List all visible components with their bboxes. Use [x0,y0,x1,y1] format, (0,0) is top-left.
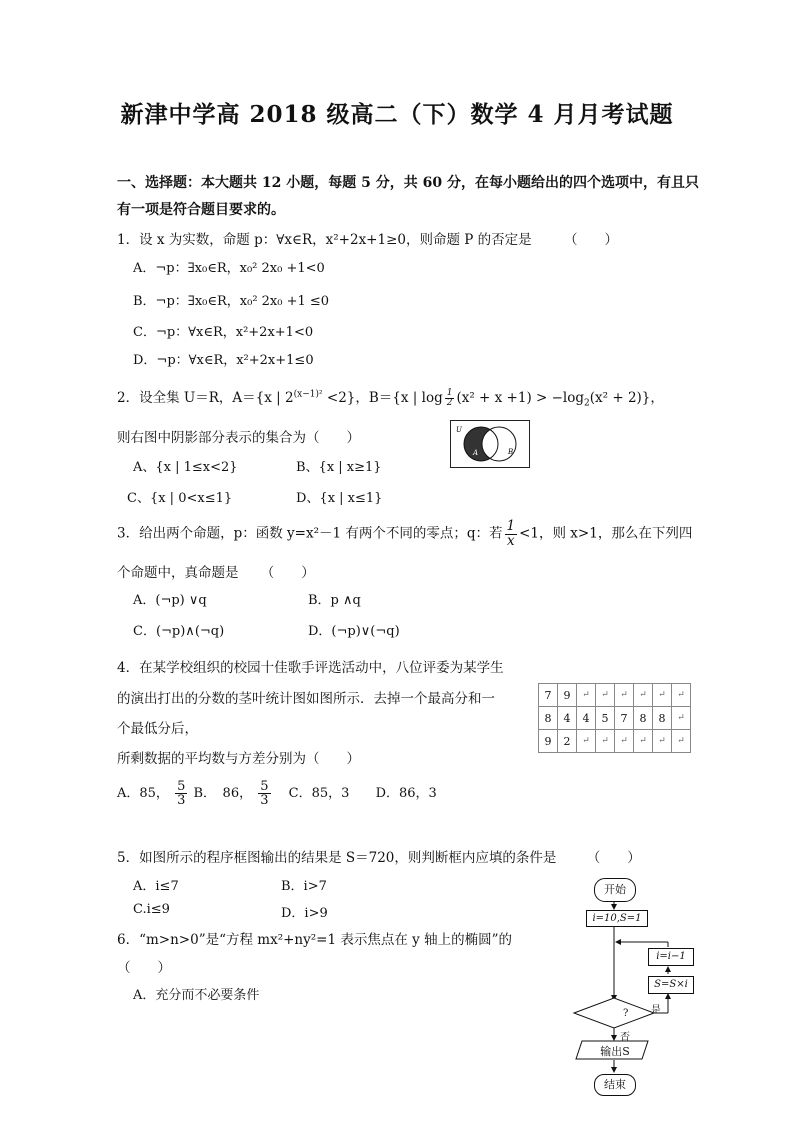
q2-log-base-num: 1 [446,388,453,398]
q2-power-base: 2 [285,390,294,406]
q2-stem-b: <2}，B＝{x | [322,390,422,406]
q5-answer-paren: （ ） [586,850,641,866]
q2-option-a: A、{x | 1≤x<2} [133,460,238,475]
flow-yes-label: 是 [651,1005,661,1016]
leaf-cell: 2 [558,730,577,753]
q5-stem-text: 5．如图所示的程序框图输出的结果是 S＝720，则判断框内应填的条件是 [117,850,557,866]
q4-line4: 所剩数据的平均数与方差分别为（ ） [117,751,360,767]
section-heading-line2: 有一项是符合题目要求的。 [117,202,285,218]
q5-option-d: D．i>9 [281,906,328,921]
q6-option-a: A．充分而不必要条件 [133,988,260,1003]
q4-line1: 4．在某学校组织的校园十佳歌手评选活动中，八位评委为某学生 [117,660,504,676]
q2-power-exp: (x−1)² [293,389,323,400]
return-mark: ↵ [634,684,653,707]
return-mark: ↵ [672,707,691,730]
leaf-cell: 4 [558,707,577,730]
q4-a-frac-den: 3 [177,793,186,808]
flow-condition: ? [623,1008,629,1019]
q2-line2: 则右图中阴影部分表示的集合为（ ） [117,430,360,446]
q2-stem-a: 2．设全集 U＝R，A＝{x | [117,390,286,406]
return-mark: ↵ [672,730,691,753]
q2-stem [117,386,664,409]
q4-line3: 个最低分后， [117,721,198,737]
q4-line2: 的演出打出的分数的茎叶统计图如图所示．去掉一个最高分和一 [117,691,495,707]
q6-answer-paren: （ ） [117,960,171,976]
q3-stem [117,520,692,548]
q3-frac-num: 1 [506,518,516,534]
q1-option-c: C．¬p：∀x∈R，x²+2x+1<0 [133,325,314,340]
flow-decrement: i=i−1 [648,948,694,966]
flow-output: 输出S [600,1045,630,1058]
section-heading-line1: 一、选择题：本大题共 12 小题，每题 5 分，共 60 分，在每小题给出的四个选项中，有且只 [117,175,699,191]
q4-option-a-label: A．85， [117,786,169,801]
leaf-cell: 7 [615,707,634,730]
q1-stem-text: 1．设 x 为实数，命题 p：∀x∈R，x²+2x+1≥0，则命题 P 的否定是 [117,232,532,248]
leaf-cell: 5 [596,707,615,730]
q4-option-a-fraction [175,780,187,807]
flow-start: 开始 [594,878,636,902]
q2-log1: log [421,390,443,406]
leaf-cell: 8 [634,707,653,730]
return-mark: ↵ [653,684,672,707]
q2-log2-base: 2 [584,398,590,409]
q4-option-c: C．85，3 [288,786,350,801]
q5-stem [117,846,641,866]
stem-cell: 9 [539,730,558,753]
q1-stem [117,228,618,248]
q2-log-expr-tail: (x² + 2)}， [589,390,664,406]
venn-svg [451,421,529,467]
q1-option-a: A．¬p：∃x₀∈R，x₀² 2x₀ +1<0 [133,261,325,276]
q1-option-d: D．¬p：∀x∈R，x²+2x+1≤0 [133,353,314,368]
flow-multiply: S=S×i [648,976,694,994]
return-mark: ↵ [653,730,672,753]
page-title: 新津中学高 2018 级高二（下）数学 4 月月考试题 [120,101,674,128]
return-mark: ↵ [577,730,596,753]
q4-a-frac-num: 5 [177,779,186,794]
stem-row-9 [539,730,691,753]
return-mark: ↵ [615,730,634,753]
q4-option-b-fraction [258,780,270,807]
q4-option-d: D．86，3 [375,786,437,801]
return-mark: ↵ [634,730,653,753]
flow-end: 结束 [594,1074,636,1096]
q4-b-frac-num: 5 [260,779,269,794]
q5-option-b: B．i>7 [281,879,327,894]
return-mark: ↵ [596,684,615,707]
q3-line2-text: 个命题中，真命题是 [117,565,239,581]
q1-answer-paren: （ ） [563,232,618,248]
q3-option-b: B．p ∧q [308,593,361,608]
q3-answer-paren: （ ） [260,565,315,581]
q2-log-base-fraction [445,389,455,408]
q3-fraction [505,520,518,548]
q3-option-d: D．(¬p)∨(¬q) [308,624,400,639]
q5-option-c: C.i≤9 [133,902,170,917]
flow-decision-diamond [574,998,654,1028]
q3-stem-a: 3．给出两个命题，p：函数 y=x²－1 有两个不同的零点；q：若 [117,525,503,542]
stem-row-8 [539,707,691,730]
q4-option-b-label: B． 86， [193,786,253,801]
q3-line2 [117,561,315,581]
q2-log-base-den: 2 [446,398,453,408]
venn-diagram [450,420,530,468]
q5-option-a: A．i≤7 [133,879,179,894]
q3-frac-den: x [507,532,515,549]
q2-option-c: C、{x | 0<x≤1} [127,491,233,506]
q1-option-b: B．¬p：∃x₀∈R，x₀² 2x₀ +1 ≤0 [133,294,330,309]
q6-line1: 6．“m>n>0”是“方程 mx²+ny²=1 表示焦点在 y 轴上的椭圆”的 [117,932,512,948]
return-mark: ↵ [672,684,691,707]
flowchart [568,870,708,1110]
return-mark: ↵ [577,684,596,707]
stem-cell: 7 [539,684,558,707]
flow-no-label: 否 [620,1032,630,1043]
stem-leaf-table [538,683,691,753]
leaf-cell: 4 [577,707,596,730]
venn-label-u: U [456,426,462,434]
q4-b-frac-den: 3 [260,793,269,808]
q2-option-d: D、{x | x≤1} [296,491,383,506]
return-mark: ↵ [596,730,615,753]
flow-init: i=10,S=1 [586,910,648,927]
leaf-cell: 9 [558,684,577,707]
stem-row-7 [539,684,691,707]
stem-cell: 8 [539,707,558,730]
venn-label-a: A [473,449,479,457]
q3-stem-b: <1，则 x>1，那么在下列四 [519,525,693,542]
q4-options [117,780,437,807]
q2-option-b: B、{x | x≥1} [296,460,382,475]
leaf-cell: 8 [653,707,672,730]
venn-label-b: B [508,448,514,456]
q3-option-c: C．(¬p)∧(¬q) [133,624,225,639]
q3-option-a: A．(¬p) ∨q [133,593,207,608]
q2-log-expr: (x² + x +1) > −log [456,390,585,406]
return-mark: ↵ [615,684,634,707]
